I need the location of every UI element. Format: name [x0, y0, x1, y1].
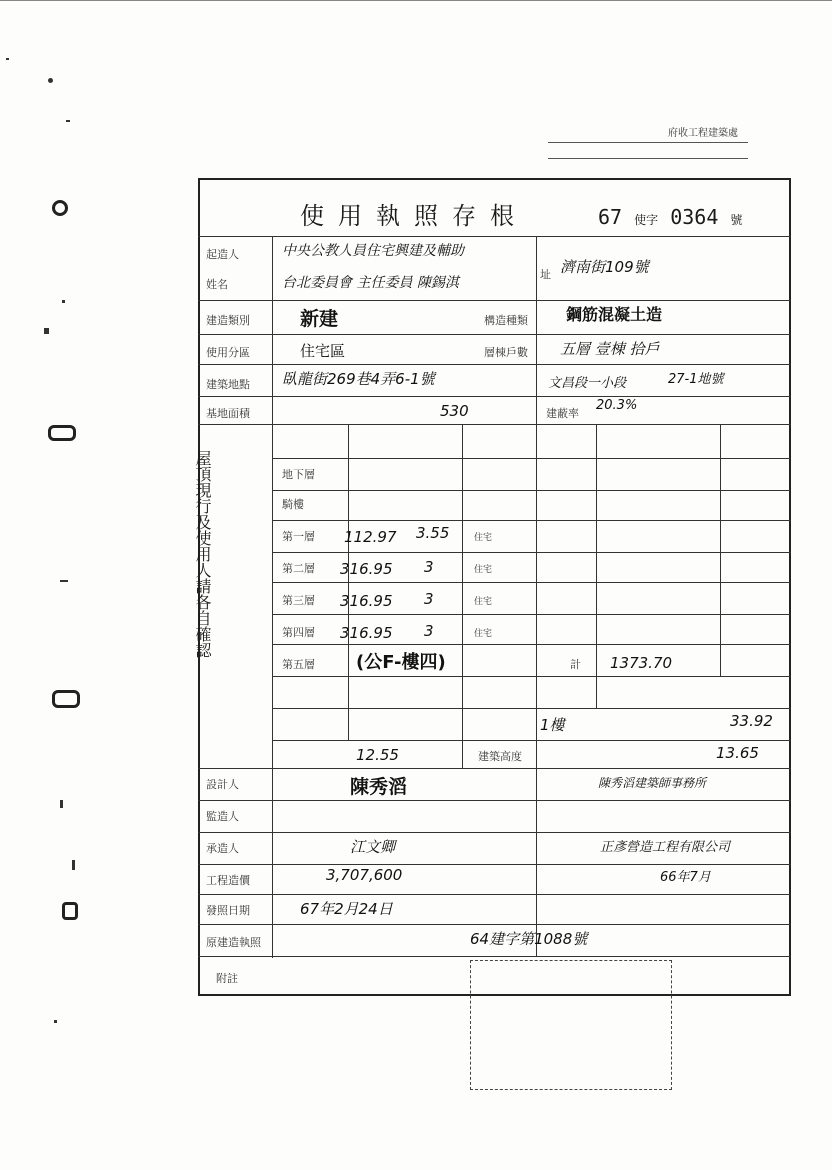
permit-prefix: 使字: [634, 213, 659, 227]
receipt-stamp: [548, 122, 758, 170]
floor-4-name: 第四層: [282, 626, 315, 639]
scan-speck: [62, 300, 65, 303]
floor-line: [272, 520, 791, 521]
grid-line: [198, 300, 791, 301]
completion-value: 66年7月: [660, 870, 711, 885]
floor-line: [272, 740, 791, 741]
scan-speck: [54, 1020, 57, 1023]
coverage-label: 建蔽率: [546, 407, 579, 420]
designer-firm: 陳秀滔建築師事務所: [598, 776, 707, 790]
scan-speck: [60, 800, 63, 808]
floor-line: [272, 676, 791, 677]
floor-2-height: 3: [424, 558, 434, 576]
grid-col: [462, 424, 463, 768]
scan-speck: [44, 328, 49, 334]
supervisor-label: 監造人: [206, 810, 239, 823]
grid-line: [198, 864, 791, 865]
height-value: 13.65: [716, 744, 759, 762]
margin-note: 屋頂現行及使用人請各自確認: [193, 450, 212, 658]
floor-5-name: 第五層: [282, 658, 315, 671]
parking-value: 1樓: [540, 716, 565, 734]
use-zone-label: 使用分區: [206, 346, 250, 359]
coverage-value: 20.3%: [596, 398, 638, 413]
name-value: 台北委員會 主任委員 陳錫淇: [282, 275, 459, 291]
floor-line: [272, 490, 791, 491]
form-title: 使用執照存根: [300, 202, 528, 230]
location-value: 臥龍街269巷4弄6-1號: [282, 370, 435, 388]
name-label: 姓名: [206, 278, 228, 291]
floor-line: [272, 614, 791, 615]
floor-2-area: 316.95: [340, 560, 393, 578]
floor-2-use: 住宅: [474, 565, 493, 575]
address-value: 濟南街109號: [560, 258, 649, 276]
location-no: 27-1地號: [668, 372, 724, 387]
total-value: 1373.70: [610, 654, 673, 672]
stamp-line: [548, 142, 748, 143]
receipt-stamp-text: 府收工程建築處: [668, 128, 738, 139]
floor-3-height: 3: [424, 590, 434, 608]
total-label: 計: [570, 658, 581, 671]
designer-label: 設計人: [206, 778, 239, 791]
floor-1-name: 第一層: [282, 530, 315, 543]
grid-col: [720, 424, 721, 676]
remark-label: 附註: [216, 972, 238, 985]
grid-col: [348, 424, 349, 740]
floor-3-area: 316.95: [340, 592, 393, 610]
floor-line: [272, 582, 791, 583]
floor-4-height: 3: [424, 622, 434, 640]
builder-value: 中央公教人員住宅興建及輔助: [282, 243, 464, 259]
grid-line: [198, 894, 791, 895]
permit-year: 67: [598, 205, 623, 229]
floor-1-area: 112.97: [344, 528, 397, 546]
households-value: 五層 壹棟 拾戶: [560, 340, 660, 358]
contractor-name: 江文卿: [350, 838, 396, 856]
permit-number: [598, 205, 742, 229]
floor-line: [272, 644, 791, 645]
grid-line: [198, 800, 791, 801]
build-type-label: 建造類別: [206, 314, 250, 327]
grid-line: [198, 768, 791, 769]
location-lot: 文昌段一小段: [548, 376, 627, 391]
scan-speck: [6, 58, 9, 60]
floor-3-use: 住宅: [474, 597, 493, 607]
floor-line: [272, 458, 791, 459]
scan-edge: [0, 0, 832, 1]
floor-4-use: 住宅: [474, 629, 493, 639]
use-zone-value: 住宅區: [300, 342, 346, 360]
height-label: 建築高度: [478, 750, 522, 763]
contractor-firm: 正彥營造工程有限公司: [600, 840, 731, 855]
approval-stamp: [470, 960, 672, 1090]
location-label: 建築地點: [206, 378, 250, 391]
floor-line: [272, 708, 791, 709]
households-label: 層棟戶數: [484, 346, 528, 359]
grid-line: [198, 236, 791, 237]
structure-label: 構造種類: [484, 314, 528, 327]
site-area-label: 基地面積: [206, 407, 250, 420]
grid-col: [272, 236, 273, 958]
grid-line: [198, 424, 791, 425]
grid-line: [198, 956, 791, 957]
grid-line: [198, 396, 791, 397]
floor-1-use: 住宅: [474, 533, 493, 543]
grid-col: [536, 236, 537, 956]
grid-line: [198, 924, 791, 925]
permit-label: 原建造執照: [206, 936, 261, 949]
issue-label: 發照日期: [206, 904, 250, 917]
floor-arcade-name: 騎樓: [282, 498, 304, 511]
binder-hole: [52, 690, 80, 708]
floor-2-name: 第二層: [282, 562, 315, 575]
builder-label: 起造人: [206, 248, 239, 261]
designer-name: 陳秀滔: [350, 776, 408, 798]
site-area-value: 530: [440, 402, 469, 420]
open-area-value: 33.92: [730, 712, 773, 730]
binder-hole: [52, 200, 68, 216]
build-type-value: 新建: [300, 308, 339, 330]
grid-line: [198, 832, 791, 833]
eaves-value: 12.55: [356, 746, 399, 764]
floor-5-area: (公F-樓四): [356, 652, 446, 673]
scan-speck: [66, 120, 70, 122]
address-label: 址: [540, 268, 551, 281]
contractor-label: 承造人: [206, 842, 239, 855]
grid-col: [596, 424, 597, 708]
binder-hole: [48, 425, 76, 441]
cost-value: 3,707,600: [326, 866, 403, 884]
permit-no: 0364: [670, 205, 719, 229]
issue-value: 67年2月24日: [300, 900, 393, 918]
floor-4-area: 316.95: [340, 624, 393, 642]
floor-line: [272, 552, 791, 553]
cost-label: 工程造價: [206, 874, 250, 887]
grid-line: [198, 364, 791, 365]
permit-value: 64建字第1088號: [470, 930, 588, 948]
stamp-line: [548, 158, 748, 159]
grid-line: [198, 334, 791, 335]
structure-value: 鋼筋混凝土造: [566, 305, 663, 324]
floor-3-name: 第三層: [282, 594, 315, 607]
floor-1-height: 3.55: [416, 524, 450, 542]
scan-speck: [60, 580, 68, 582]
scan-speck: [72, 860, 75, 870]
scan-speck: [48, 78, 53, 83]
floor-b1-name: 地下層: [282, 468, 315, 481]
binder-hole: [62, 902, 78, 920]
permit-suffix: 號: [730, 213, 743, 227]
